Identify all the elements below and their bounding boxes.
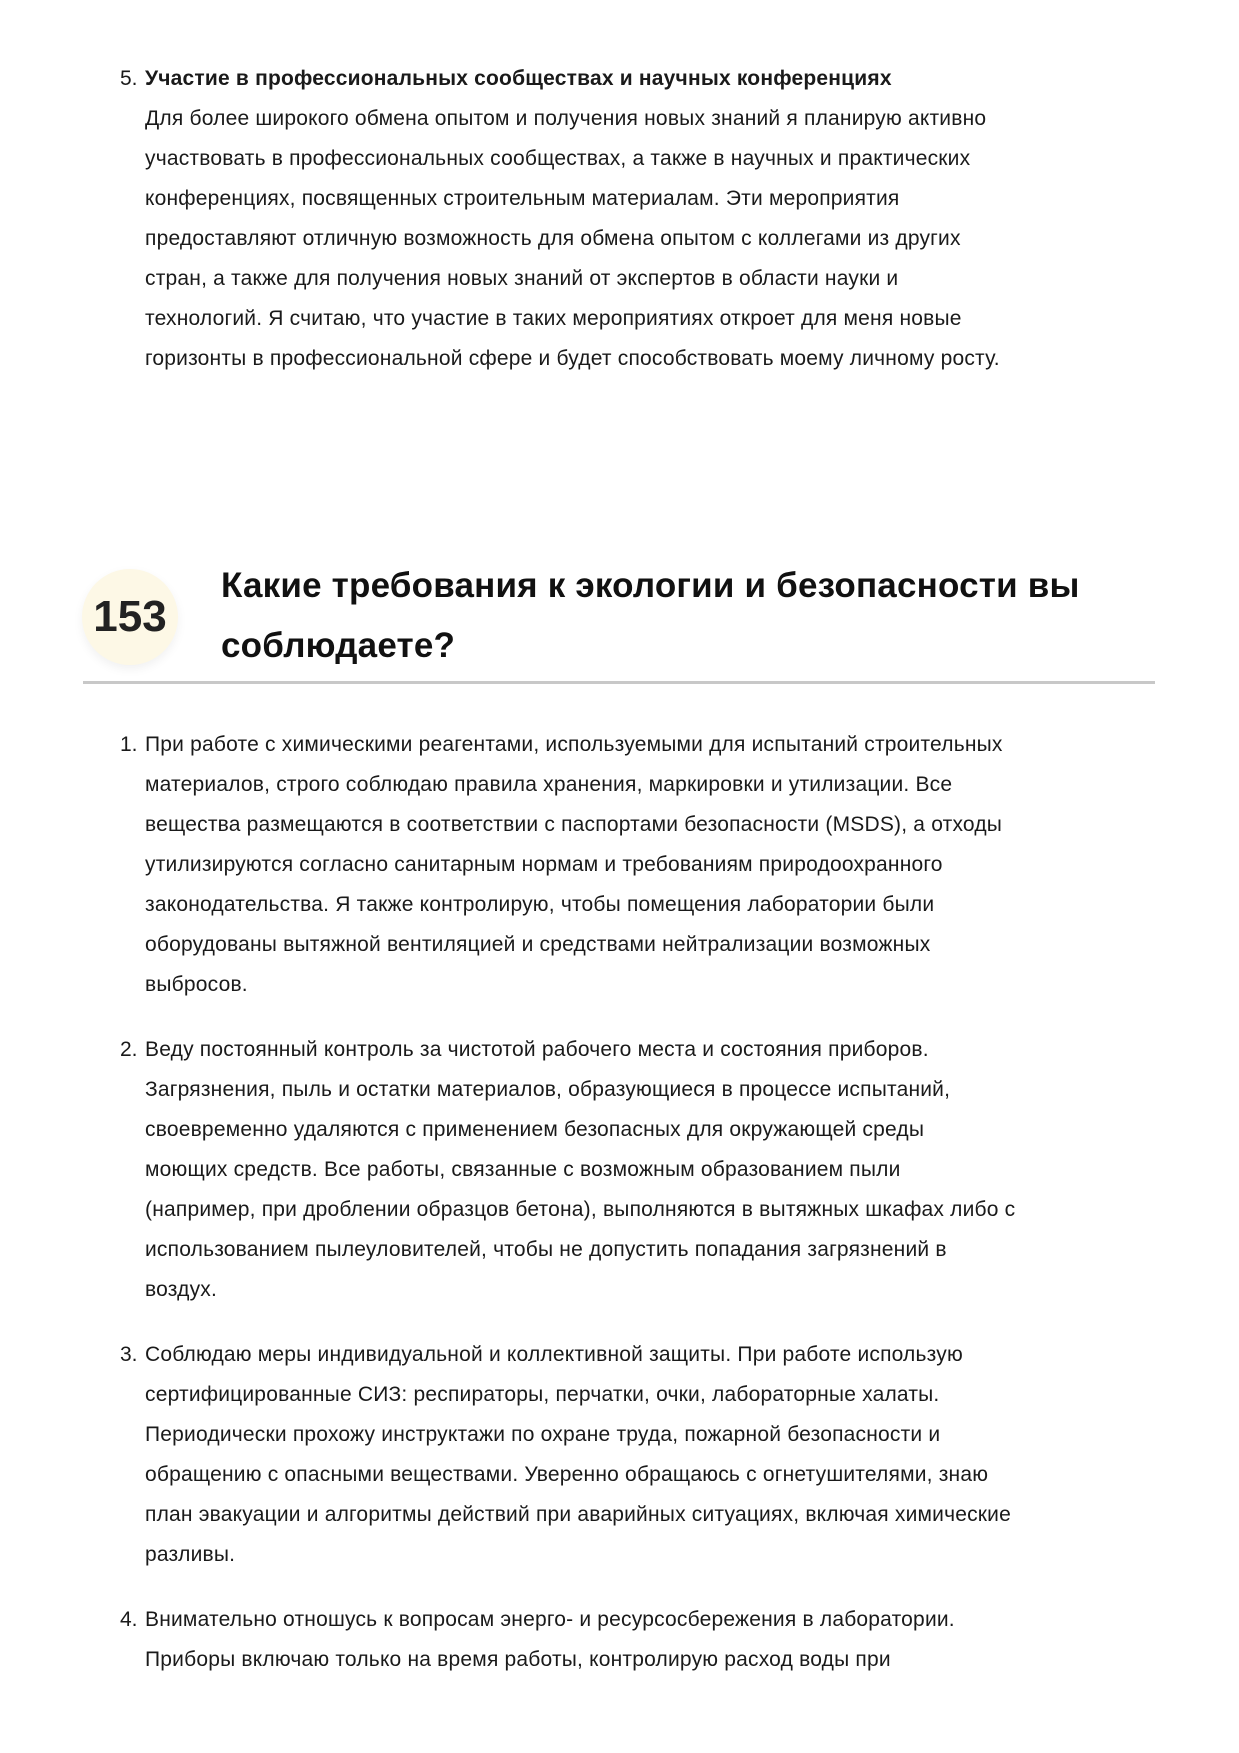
answer-list-item <box>120 1335 1180 1575</box>
answer-list-item <box>120 1030 1180 1310</box>
item-body <box>145 1030 1015 1310</box>
item-number: 3. <box>120 1343 138 1366</box>
text-line: выбросов. <box>145 973 248 996</box>
previous-list-item-5 <box>120 59 1180 379</box>
item-body <box>145 1600 955 1680</box>
answer-list-item <box>120 725 1180 1005</box>
text-line: Для более широкого обмена опытом и получения новых знаний я планирую активно <box>145 107 987 130</box>
text-line: своевременно удаляются с применением безопасных для окружающей среды <box>145 1118 925 1141</box>
text-line: моющих средств. Все работы, связанные с возможным образованием пыли <box>145 1158 901 1181</box>
item-number: 2. <box>120 1038 138 1061</box>
item-body <box>145 1335 1011 1575</box>
text-line: сертифицированные СИЗ: респираторы, перчатки, очки, лабораторные халаты. <box>145 1383 940 1406</box>
item-number: 1. <box>120 733 138 756</box>
text-line: Периодически прохожу инструктажи по охране труда, пожарной безопасности и <box>145 1423 941 1446</box>
item-body <box>145 725 1003 1005</box>
question-number-badge: 153 <box>82 569 178 665</box>
answer-list <box>120 725 1180 1705</box>
text-line: Загрязнения, пыль и остатки материалов, образующиеся в процессе испытаний, <box>145 1078 951 1101</box>
item-number: 5. <box>120 67 138 90</box>
text-line: технологий. Я считаю, что участие в таких мероприятиях откроет для меня новые <box>145 307 962 330</box>
answer-list-item <box>120 1600 1180 1680</box>
text-line: воздух. <box>145 1278 218 1301</box>
text-line: использованием пылеуловителей, чтобы не допустить попадания загрязнений в <box>145 1238 947 1261</box>
text-line: разливы. <box>145 1543 236 1566</box>
item-title: Участие в профессиональных сообществах и научных конференциях <box>145 67 892 90</box>
question-title-line: соблюдаете? <box>221 626 456 665</box>
text-line: конференциях, посвященных строительным материалам. Эти мероприятия <box>145 187 900 210</box>
text-line: горизонты в профессиональной сфере и будет способствовать моему личному росту. <box>145 347 1000 370</box>
text-line: оборудованы вытяжной вентиляцией и средствами нейтрализации возможных <box>145 933 931 956</box>
text-line: Приборы включаю только на время работы, контролирую расход воды при <box>145 1648 891 1671</box>
text-line: Внимательно отношусь к вопросам энерго- и ресурсосбережения в лаборатории. <box>145 1608 955 1631</box>
item-body <box>145 99 1000 379</box>
text-line: план эвакуации и алгоритмы действий при аварийных ситуациях, включая химические <box>145 1503 1011 1526</box>
text-line: обращению с опасными веществами. Уверенно обращаюсь с огнетушителями, знаю <box>145 1463 989 1486</box>
text-line: При работе с химическими реагентами, используемыми для испытаний строительных <box>145 733 1003 756</box>
text-line: вещества размещаются в соответствии с паспортами безопасности (MSDS), а отходы <box>145 813 1003 836</box>
text-line: материалов, строго соблюдаю правила хранения, маркировки и утилизации. Все <box>145 773 953 796</box>
question-title-line: Какие требования к экологии и безопасности вы <box>221 566 1080 605</box>
text-line: (например, при дроблении образцов бетона), выполняются в вытяжных шкафах либо с <box>145 1198 1016 1221</box>
text-line: утилизируются согласно санитарным нормам и требованиям природоохранного <box>145 853 943 876</box>
text-line: стран, а также для получения новых знаний от экспертов в области науки и <box>145 267 899 290</box>
item-number: 4. <box>120 1608 138 1631</box>
text-line: законодательства. Я также контролирую, чтобы помещения лаборатории были <box>145 893 935 916</box>
heading-divider <box>83 681 1155 684</box>
text-line: участвовать в профессиональных сообществах, а также в научных и практических <box>145 147 971 170</box>
text-line: Соблюдаю меры индивидуальной и коллективной защиты. При работе использую <box>145 1343 963 1366</box>
text-line: предоставляют отличную возможность для обмена опытом с коллегами из других <box>145 227 961 250</box>
text-line: Веду постоянный контроль за чистотой рабочего места и состояния приборов. <box>145 1038 929 1061</box>
question-title <box>221 556 1161 676</box>
